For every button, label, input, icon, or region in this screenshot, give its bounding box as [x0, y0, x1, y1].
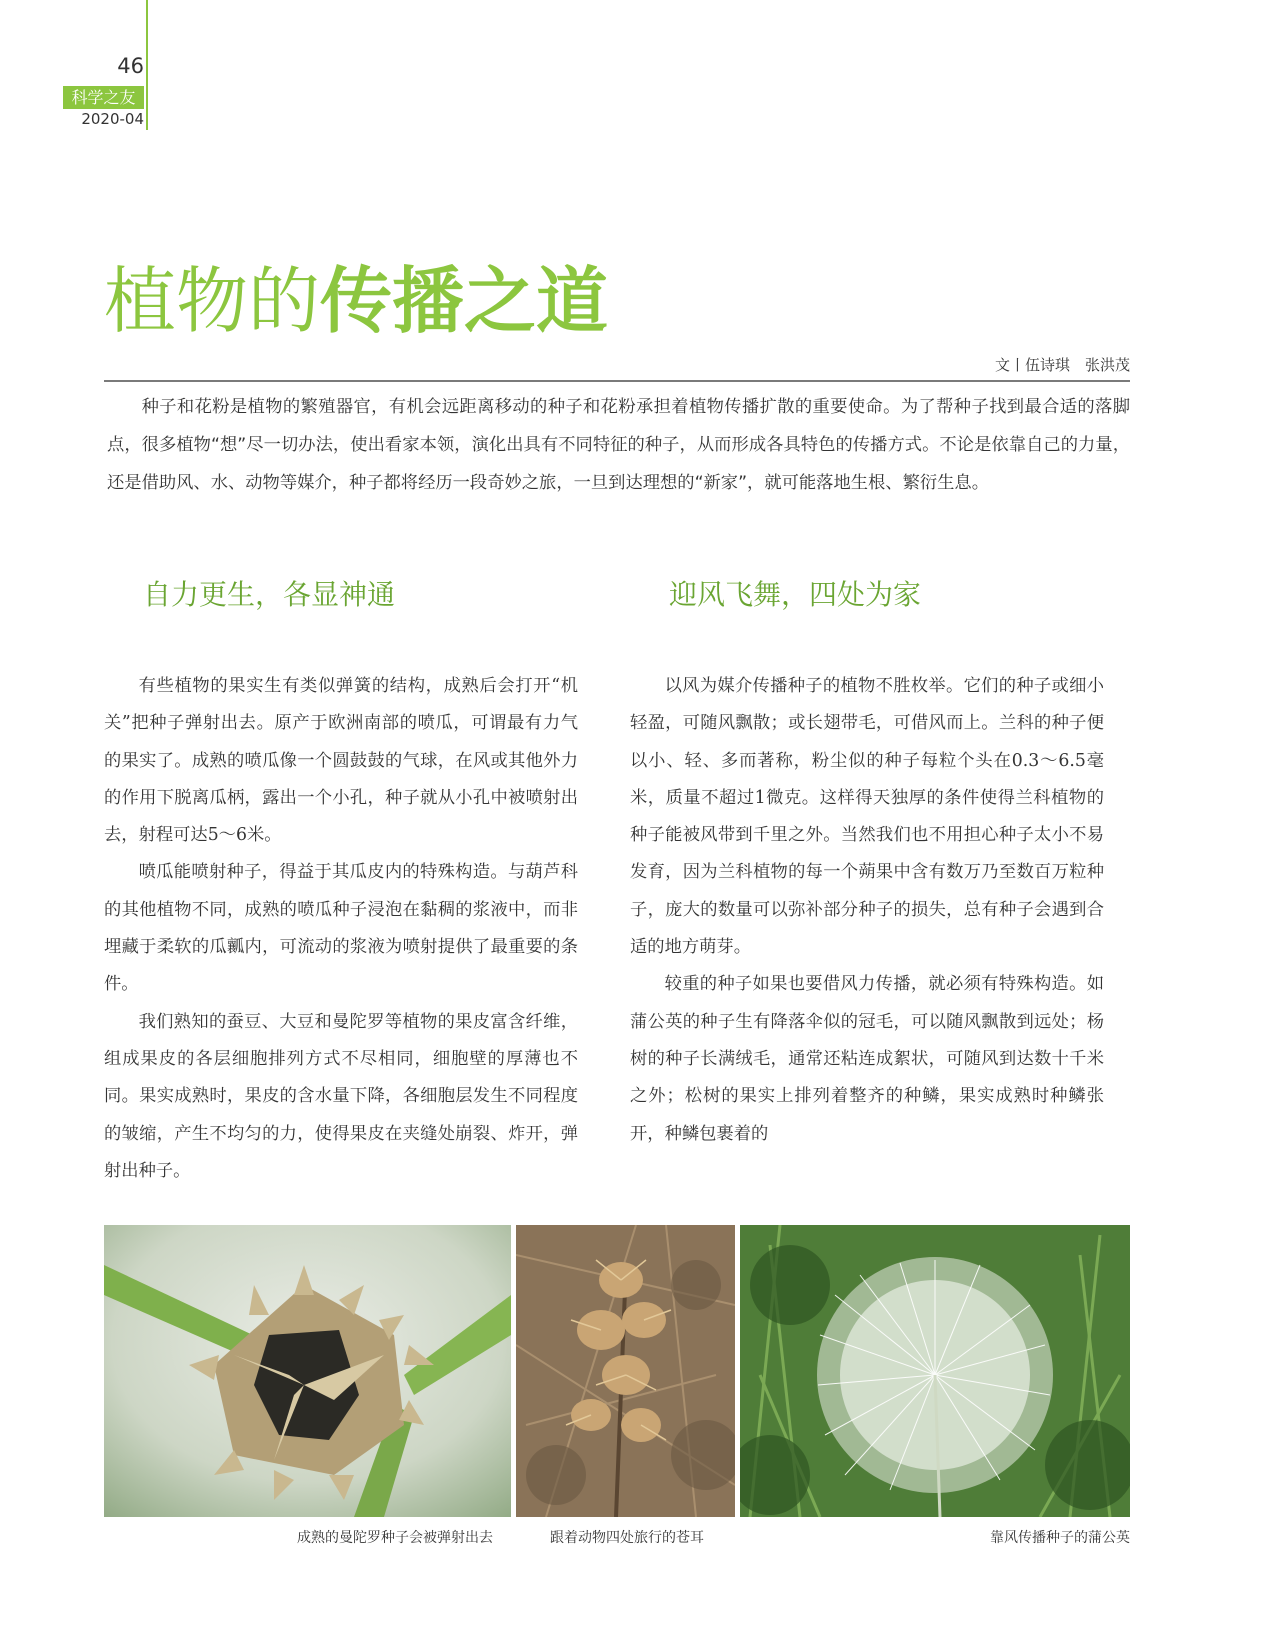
- left-column: [104, 668, 578, 1190]
- right-paragraph: 以风为媒介传播种子的植物不胜枚举。它们的种子或细小轻盈，可随风飘散；或长翅带毛，可借风而上。兰科的种子便以小、轻、多而著称，粉尘似的种子每粒个头在0.3～6.5毫米，质量不超过1微克。这样得天独厚的条件使得兰科植物的种子能被风带到千里之外。当然我们也不用担心种子太小不易发育，因为兰科植物的每一个蒴果中含有数万乃至数百万粒种子，庞大的数量可以弥补部分种子的损失，总有种子会遇到合适的地方萌芽。: [630, 676, 1104, 958]
- cocklebur-photo: [516, 1225, 735, 1517]
- article-title: [104, 256, 608, 346]
- page-number: 46: [117, 54, 144, 78]
- left-paragraph: 我们熟知的蚕豆、大豆和曼陀罗等植物的果皮富含纤维，组成果皮的各层细胞排列方式不尽相同，细胞壁的厚薄也不同。果实成熟时，果皮的含水量下降，各细胞层发生不同程度的皱缩，产生不均匀的力，使得果皮在夹缝处崩裂、炸开，弹射出种子。: [104, 1011, 578, 1181]
- left-paragraph: 喷瓜能喷射种子，得益于其瓜皮内的特殊构造。与葫芦科的其他植物不同，成熟的喷瓜种子浸泡在黏稠的浆液中，而非埋藏于柔软的瓜瓤内，可流动的浆液为喷射提供了最重要的条件。: [104, 862, 578, 995]
- header-divider: [146, 0, 148, 130]
- byline: 文丨伍诗琪 张洪茂: [994, 356, 1130, 374]
- article-title-light: 植物的: [104, 259, 321, 343]
- datura-seedpod-photo: [104, 1225, 511, 1517]
- intro-paragraph: 种子和花粉是植物的繁殖器官，有机会远距离移动的种子和花粉承担着植物传播扩散的重要使命。为了帮种子找到最合适的落脚点，很多植物“想”尽一切办法，使出看家本领，演化出具有不同特征的种子，从而形成各具特色的传播方式。不论是依靠自己的力量，还是借助风、水、动物等媒介，种子都将经历一段奇妙之旅，一旦到达理想的“新家”，就可能落地生根、繁衍生息。: [107, 397, 1130, 493]
- article-title-bold: 传播之道: [320, 259, 609, 343]
- photo-caption-cocklebur: 跟着动物四处旅行的苍耳: [550, 1530, 704, 1546]
- right-paragraph: 较重的种子如果也要借风力传播，就必须有特殊构造。如蒲公英的种子生有降落伞似的冠毛，可以随风飘散到远处；杨树的种子长满绒毛，通常还粘连成絮状，可随风到达数十千米之外；松树的果实上排列着整齐的种鳞，果实成熟时种鳞张开，种鳞包裹着的: [630, 974, 1104, 1144]
- magazine-name-badge: 科学之友: [63, 86, 144, 109]
- left-paragraph: 有些植物的果实生有类似弹簧的结构，成熟后会打开“机关”把种子弹射出去。原产于欧洲南部的喷瓜，可谓最有力气的果实了。成熟的喷瓜像一个圆鼓鼓的气球，在风或其他外力的作用下脱离瓜柄，露出一个小孔，种子就从小孔中被喷射出去，射程可达5～6米。: [104, 676, 578, 846]
- dandelion-seedhead-photo: [740, 1225, 1130, 1517]
- photo-caption-datura: 成熟的曼陀罗种子会被弹射出去: [297, 1530, 493, 1546]
- right-section-heading: 迎风飞舞，四处为家: [669, 578, 922, 611]
- right-column: [630, 668, 1104, 1153]
- photo-caption-dandelion: 靠风传播种子的蒲公英: [990, 1530, 1130, 1546]
- issue-date: 2020-04: [81, 110, 144, 128]
- left-section-heading: 自力更生，各显神通: [143, 578, 396, 611]
- title-rule: [104, 380, 1130, 382]
